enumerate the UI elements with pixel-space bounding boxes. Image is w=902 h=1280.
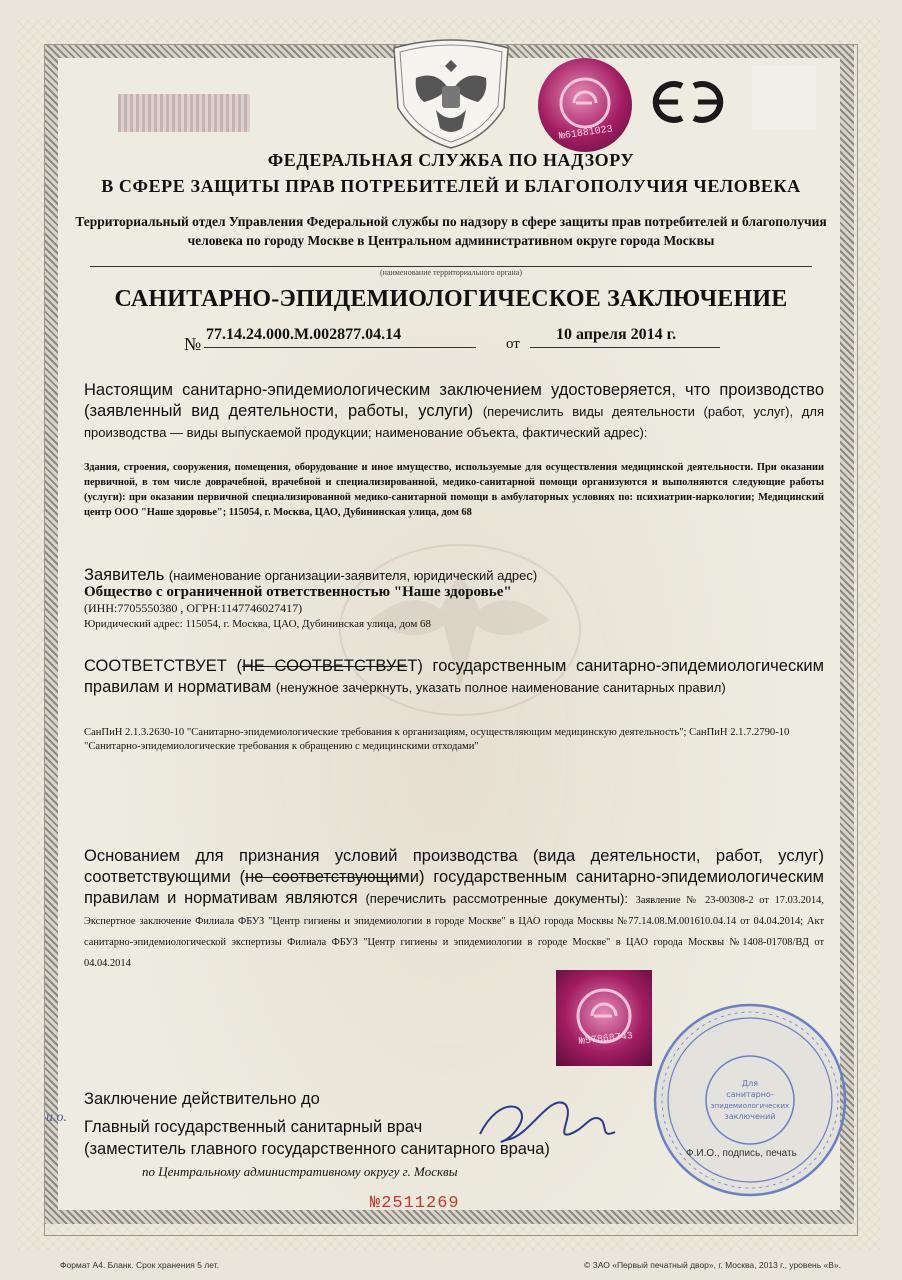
document-date: 10 апреля 2014 г. [556,326,677,343]
district-line: по Центральному административному округу г. Москвы [142,1164,458,1179]
territorial-body: Территориальный отдел Управления Федеральной службы по надзору в сфере защиты прав потребителей и благополучия человека по городу Москве в Центральном административном округе города Москвы [75,214,827,248]
svg-text:эпидемиологических: эпидемиологических [710,1102,790,1110]
agency-title-line1: ФЕДЕРАЛЬНАЯ СЛУЖБА ПО НАДЗОРУ [267,150,635,170]
sanitary-mark-icon [648,78,728,126]
production-lead [84,380,824,443]
form-serial-number: №2511269 [370,1194,460,1213]
compliance-statement [84,656,824,698]
seal-fio-label: Ф.И.О., подпись, печать [686,1148,797,1159]
svg-text:Для: Для [741,1079,759,1088]
agency-title-line2: В СФЕРЕ ЗАЩИТЫ ПРАВ ПОТРЕБИТЕЛЕЙ И БЛАГОПОЛУЧИЯ ЧЕЛОВЕКА [101,176,801,196]
territorial-caption: (наименование территориального органа) [380,268,522,277]
acting-handwritten-note: и.о. [46,1110,67,1125]
basis-lead-a: Основанием для признания условий производства (вида деятельности, работ, услуг) соответствующими ( [84,847,824,886]
production-lead-note: (перечислить виды деятельности (работ, услуг), для производства — виды выпускаемой продукции; наименование объекта, фактический адрес): [84,404,824,440]
applicant-lead-text: Заявитель [84,566,165,584]
sanitary-rules: СанПиН 2.1.3.2630-10 "Санитарно-эпидемиологические требования к организациям, осуществляющим медицинскую деятельность"; СанПиН 2.1.7.2790-10 "Санитарно-эпидемиологические требования к обращению с медицинскими отходами" [84,727,790,752]
territorial-underline [90,266,812,267]
basis-struck-word: не соответствующи [245,868,399,886]
applicant-ids: (ИНН:7705550380 , ОГРН:1147746027417) [84,601,303,615]
applicant-name: Общество с ограниченной ответственностью "Наше здоровье" [84,584,512,600]
compliance-word: СООТВЕТСТВУЕТ ( [84,657,242,675]
blurred-stamp [118,94,250,132]
form-format-note: Формат А4. Бланк. Срок хранения 5 лет. [60,1260,219,1270]
hologram-logo-icon [556,74,614,132]
state-emblem-icon [386,38,516,150]
valid-until-label: Заключение действительно до [84,1090,320,1108]
production-text: Здания, строения, сооружения, помещения, оборудование и иное имущество, используемые для осуществления медицинской деятельности. При оказании первичной, в том числе доврачебной, врачебной и специализированной, медико-санитарной помощи организуются и выполняются следующие работы (услуги): при оказании первичной специализированной медико-санитарной помощи в амбулаторных условиях по: психиатрии-наркологии; Медицинский центр ООО "Наше здоровье"; 115054, г. Москва, ЦАО, Дубининская улица, дом 68 [84,462,824,518]
official-seal-icon [650,1000,850,1200]
document-title: САНИТАРНО-ЭПИДЕМИОЛОГИЧЕСКОЕ ЗАКЛЮЧЕНИЕ [114,286,788,312]
printer-note: © ЗАО «Первый печатный двор», г. Москва, 2013 г., уровень «В». [584,1260,842,1270]
hologram-number: №61881023 [558,124,614,143]
document-number: 77.14.24.000.М.002877.04.14 [206,326,402,343]
applicant-address: Юридический адрес: 115054, г. Москва, ЦАО, Дубининская улица, дом 68 [84,618,432,630]
basis-documents: Заявление № 23-00308-2 от 17.03.2014, Экспертное заключение Филиала ФБУЗ "Центр гигиены и эпидемиологии в городе Москве" в ЦАО города Москвы №77.14.08.М.001610.04.14 от 04.04.2014; Акт санитарно-эпидемиологической экспертизы Филиала ФБУЗ "Центр гигиены и эпидемиологии в городе Москве" в ЦАО города Москвы №1408-01708/ВД от 04.04.2014 [84,895,824,969]
blank-corner-field [752,66,816,130]
date-underline [530,347,720,348]
applicant-lead [84,565,824,586]
basis-lead-b: ми) государственным санитарно-эпидемиологическим правилам и нормативам являются [84,868,824,907]
deputy-doctor-line: (заместитель главного государственного санитарного врача) [84,1140,550,1158]
chief-doctor-line: Главный государственный санитарный врач [84,1118,423,1136]
hologram-number-2: №57868743 [578,1031,634,1048]
number-underline [204,347,476,348]
signature-icon [470,1084,620,1154]
date-from-label: от [506,336,520,352]
svg-text:санитарно-: санитарно- [726,1090,774,1099]
compliance-struck-word: НЕ СООТВЕТСТВУЕ [242,657,408,675]
svg-text:заключений: заключений [724,1112,776,1121]
basis-note: (перечислить рассмотренные документы): [365,891,628,906]
applicant-lead-note: (наименование организации-заявителя, юридический адрес) [168,568,538,583]
production-lead-text: Настоящим санитарно-эпидемиологическим заключением удостоверяется, что производство (заявленный вид деятельности, работы, услуги) [84,381,824,420]
basis-statement [84,846,824,972]
compliance-note: (ненужное зачеркнуть, указать полное наименование санитарных правил) [275,680,726,695]
number-sign: № [184,334,202,354]
compliance-tail: Т) государственным санитарно-эпидемиологическим правилам и нормативам [84,657,824,696]
